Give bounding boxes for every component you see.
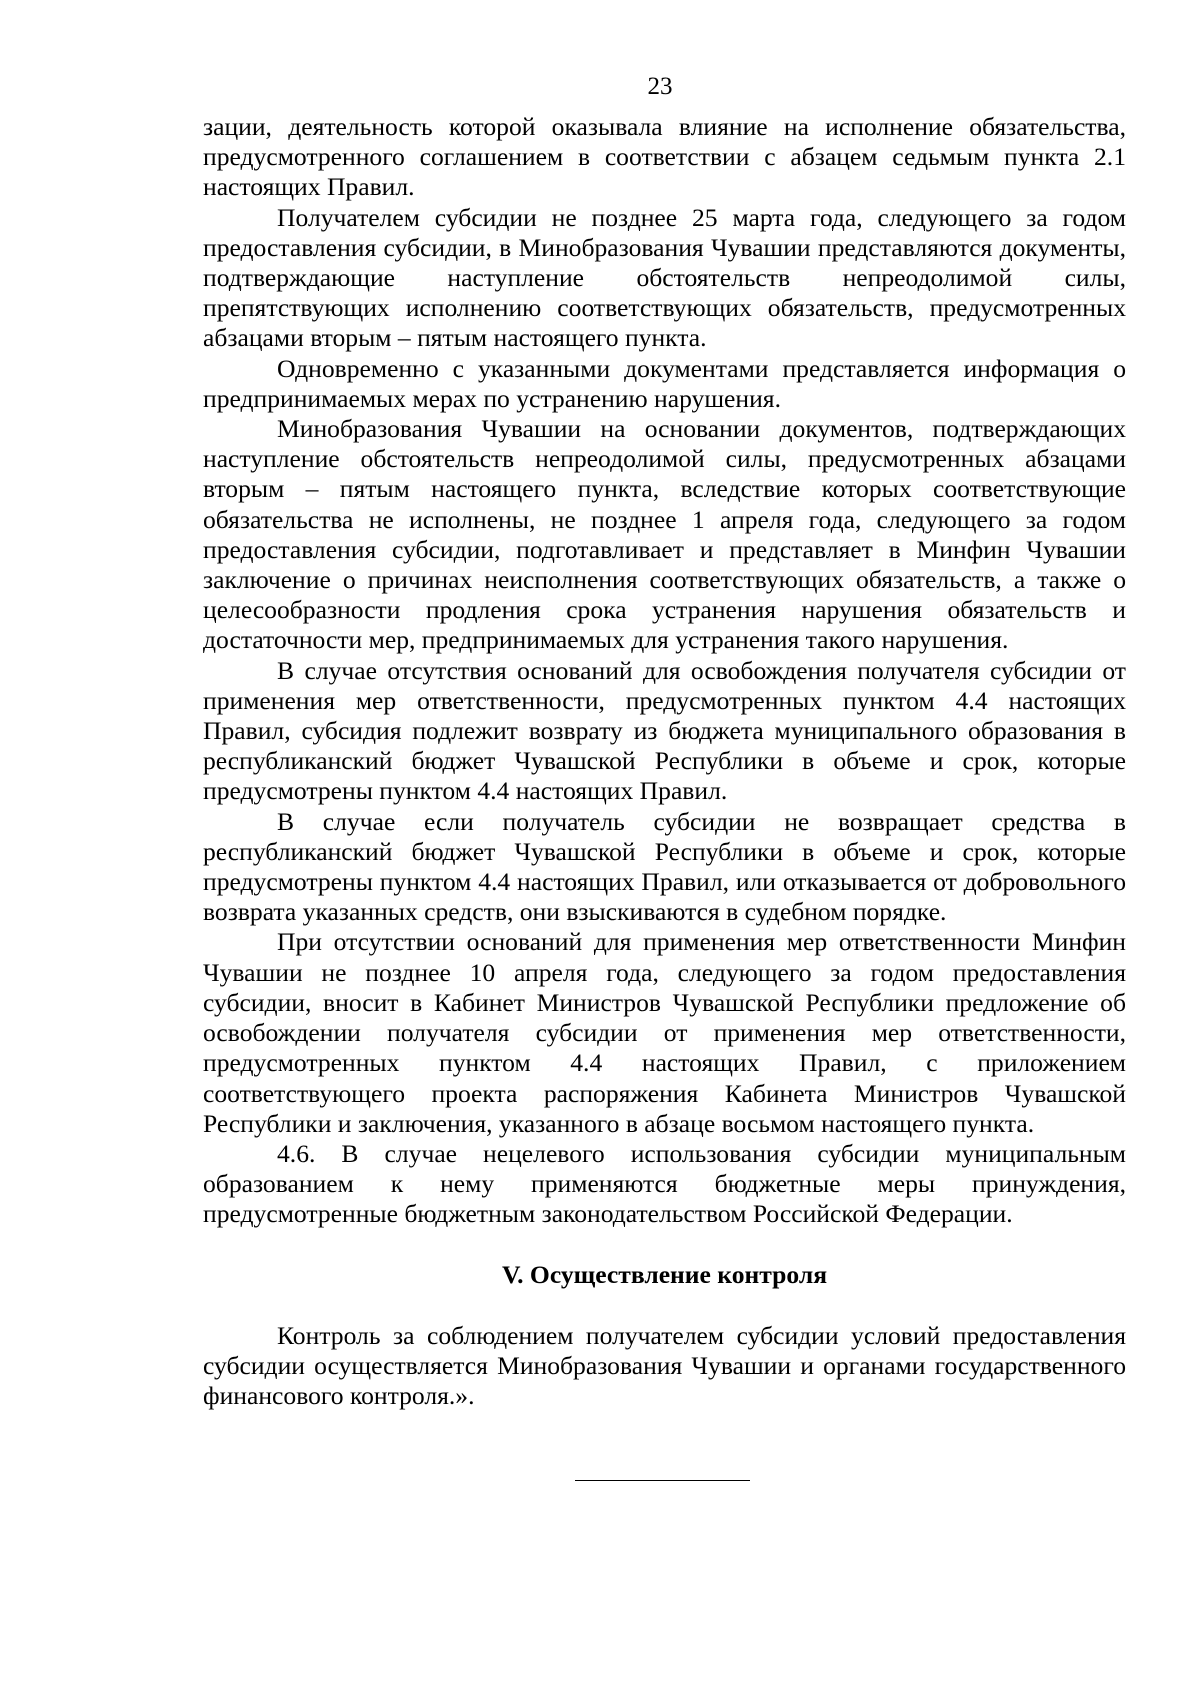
paragraph: Получателем субсидии не позднее 25 марта года, следующего за годом предоставления субсидии, в Минобразования Чувашии представляются документы, подтверждающие наступление обстоятельств непреодолимой силы, препятствующих исполнению соответствующих обязательств, предусмотренных абзацами вторым – пятым настоящего пункта.	[203, 202, 1126, 353]
paragraph-continuation: зации, деятельность которой оказывала влияние на исполнение обязательства, предусмотренного соглашением в соответствии с абзацем седьмым пункта 2.1 настоящих Правил.	[203, 112, 1126, 202]
paragraph: Минобразования Чувашии на основании документов, подтверждающих наступление обстоятельств непреодолимой силы, предусмотренных абзацами вторым – пятым настоящего пункта, вследствие которых соответствующие обязательства не исполнены, не позднее 1 апреля года, следующего за годом предоставления субсидии, подготавливает и представляет в Минфин Чувашии заключение о причинах неисполнения соответствующих обязательств, а также о целесообразности продления срока устранения нарушения обязательств и достаточности мер, предпринимаемых для устранения такого нарушения.	[203, 414, 1126, 655]
end-of-document-rule	[575, 1480, 750, 1481]
paragraph: 4.6. В случае нецелевого использования субсидии муниципальным образованием к нему применяются бюджетные меры принуждения, предусмотренные бюджетным законодательством Российской Федерации.	[203, 1138, 1126, 1229]
section-heading: V. Осуществление контроля	[501, 1259, 828, 1289]
paragraph: В случае отсутствия оснований для освобождения получателя субсидии от применения мер ответственности, предусмотренных пунктом 4.4 настоящих Правил, субсидия подлежит возврату из бюджета муниципального образования в республиканский бюджет Чувашской Республики в объеме и срок, которые предусмотрены пунктом 4.4 настоящих Правил.	[203, 655, 1126, 806]
paragraph: Одновременно с указанными документами представляется информация о предпринимаемых мерах по устранению нарушения.	[203, 353, 1126, 413]
page-number: 23	[647, 73, 673, 100]
paragraph: При отсутствии оснований для применения мер ответственности Минфин Чувашии не позднее 10 апреля года, следующего за годом предоставления субсидии, вносит в Кабинет Министров Чувашской Республики предложение об освобождении получателя субсидии от применения мер ответственности, предусмотренных пунктом 4.4 настоящих Правил, с приложением соответствующего проекта распоряжения Кабинета Министров Чувашской Республики и заключения, указанного в абзаце восьмом настоящего пункта.	[203, 927, 1126, 1138]
paragraph: В случае если получатель субсидии не возвращает средства в республиканский бюджет Чувашской Республики в объеме и срок, которые предусмотрены пунктом 4.4 настоящих Правил, или отказывается от добровольного возврата указанных средств, они взыскиваются в судебном порядке.	[203, 806, 1126, 927]
paragraph: Контроль за соблюдением получателем субсидии условий предоставления субсидии осуществляется Минобразования Чувашии и органами государственного финансового контроля.».	[203, 1320, 1126, 1410]
document-body	[203, 112, 1126, 1411]
